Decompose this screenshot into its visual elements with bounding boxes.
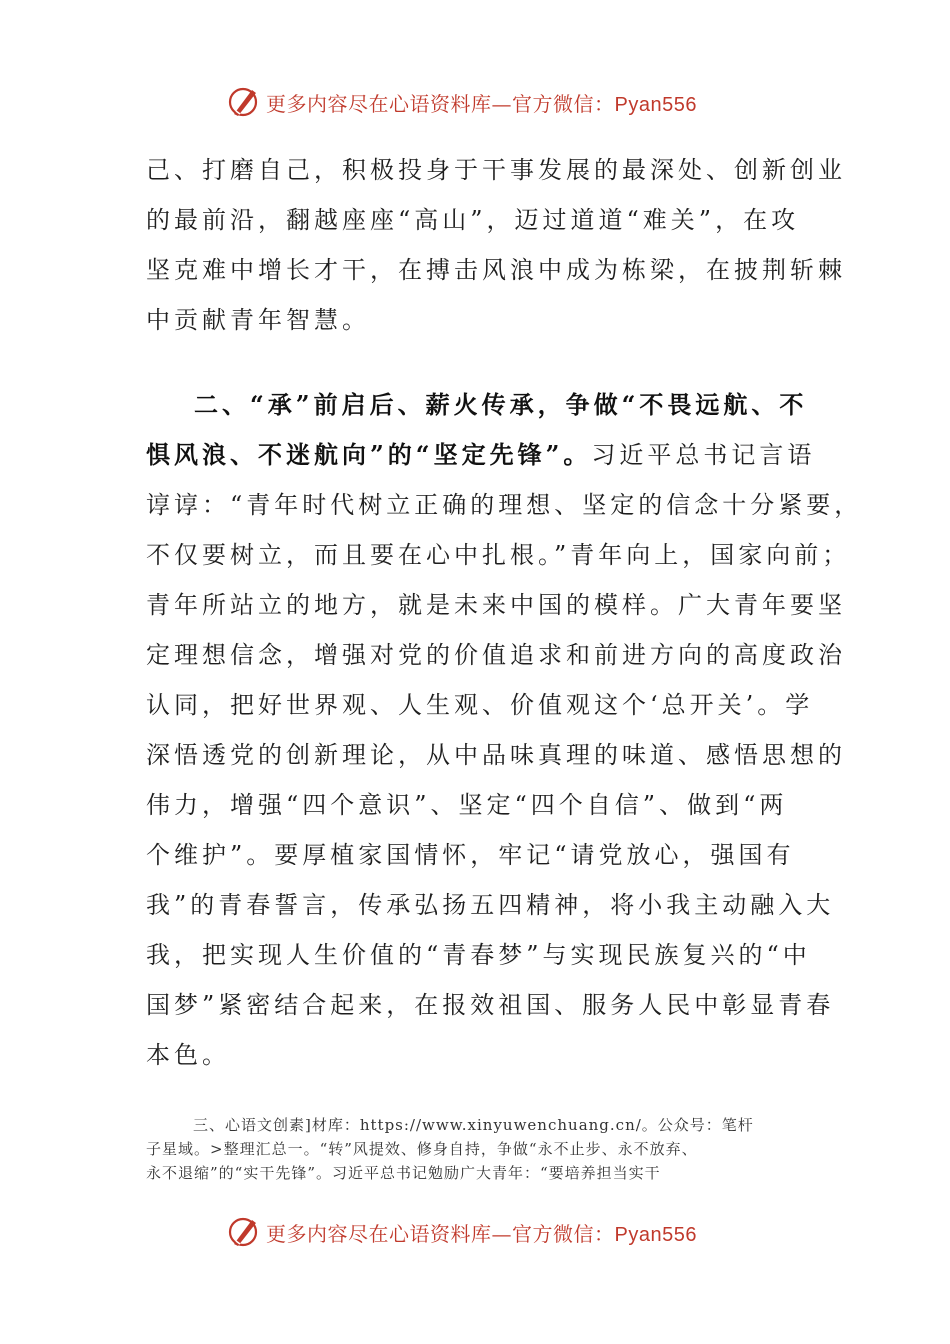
- pen-logo-icon: [226, 84, 262, 120]
- paragraph1-line: 中贡献青年智慧。: [146, 306, 370, 334]
- paragraph1-line: 坚克难中增长才干，在搏击风浪中成为栋梁，在披荆斩棘: [146, 256, 846, 284]
- header-banner: [226, 82, 697, 122]
- banner-text: 更多内容尽在心语资料库—官方微信：Pyan556: [266, 1221, 697, 1246]
- footnote-line: 永不退缩”的“实干先锋”。习近平总书记勉励广大青年：“要培养担当实干: [146, 1164, 661, 1182]
- section2-line: 谆谆：“青年时代树立正确的理想、坚定的信念十分紧要，: [146, 491, 863, 519]
- section2-line: 青年所站立的地方，就是未来中国的模样。广大青年要坚: [146, 591, 846, 619]
- section2-heading-bold: 惧风浪、不迷航向”的“坚定先锋”。: [146, 440, 592, 469]
- paragraph1-line: 己、打磨自己，积极投身于干事发展的最深处、创新创业: [146, 156, 846, 184]
- paragraph1-line: 的最前沿，翻越座座“高山”，迈过道道“难关”，在攻: [146, 206, 800, 234]
- footnote-line: 子星域。>整理汇总一。“转”风提效、修身自持，争做“永不止步、永不放弃、: [146, 1140, 698, 1158]
- section2-line: 认同，把好世界观、人生观、价值观这个‘总开关’。学: [146, 691, 814, 719]
- wechat-id: Pyan556: [614, 1223, 697, 1246]
- section2-heading-rest: 习近平总书记言语: [591, 441, 816, 469]
- section2-line: 深悟透党的创新理论，从中品味真理的味道、感悟思想的: [146, 741, 846, 769]
- section2-heading: 二、“承”前启后、薪火传承，争做“不畏远航、不: [194, 390, 808, 419]
- section2-line: 我”的青春誓言，传承弘扬五四精神，将小我主动融入大: [146, 891, 835, 919]
- footer-banner: [226, 1212, 697, 1252]
- section2-line: 伟力，增强“四个意识”、坚定“四个自信”、做到“两: [146, 791, 788, 819]
- section2-line: 本色。: [146, 1041, 230, 1069]
- section2-heading-line2: [146, 440, 815, 470]
- section2-line: 国梦”紧密结合起来，在报效祖国、服务人民中彰显青春: [146, 991, 835, 1019]
- banner-text: 更多内容尽在心语资料库—官方微信：Pyan556: [266, 91, 697, 116]
- section2-line: 定理想信念，增强对党的价值追求和前进方向的高度政治: [146, 641, 846, 669]
- section2-line: 不仅要树立，而且要在心中扎根。”青年向上，国家向前；: [146, 541, 851, 569]
- footnote-line: 三、心语文创素]材库：https://www.xinyuwenchuang.cn/。公众号：笔杆: [193, 1116, 754, 1134]
- pen-logo-icon: [226, 1214, 262, 1250]
- section2-line: 我，把实现人生价值的“青春梦”与实现民族复兴的“中: [146, 941, 811, 969]
- section2-line: 个维护”。要厚植家国情怀，牢记“请党放心，强国有: [146, 841, 795, 869]
- wechat-id: Pyan556: [614, 93, 697, 116]
